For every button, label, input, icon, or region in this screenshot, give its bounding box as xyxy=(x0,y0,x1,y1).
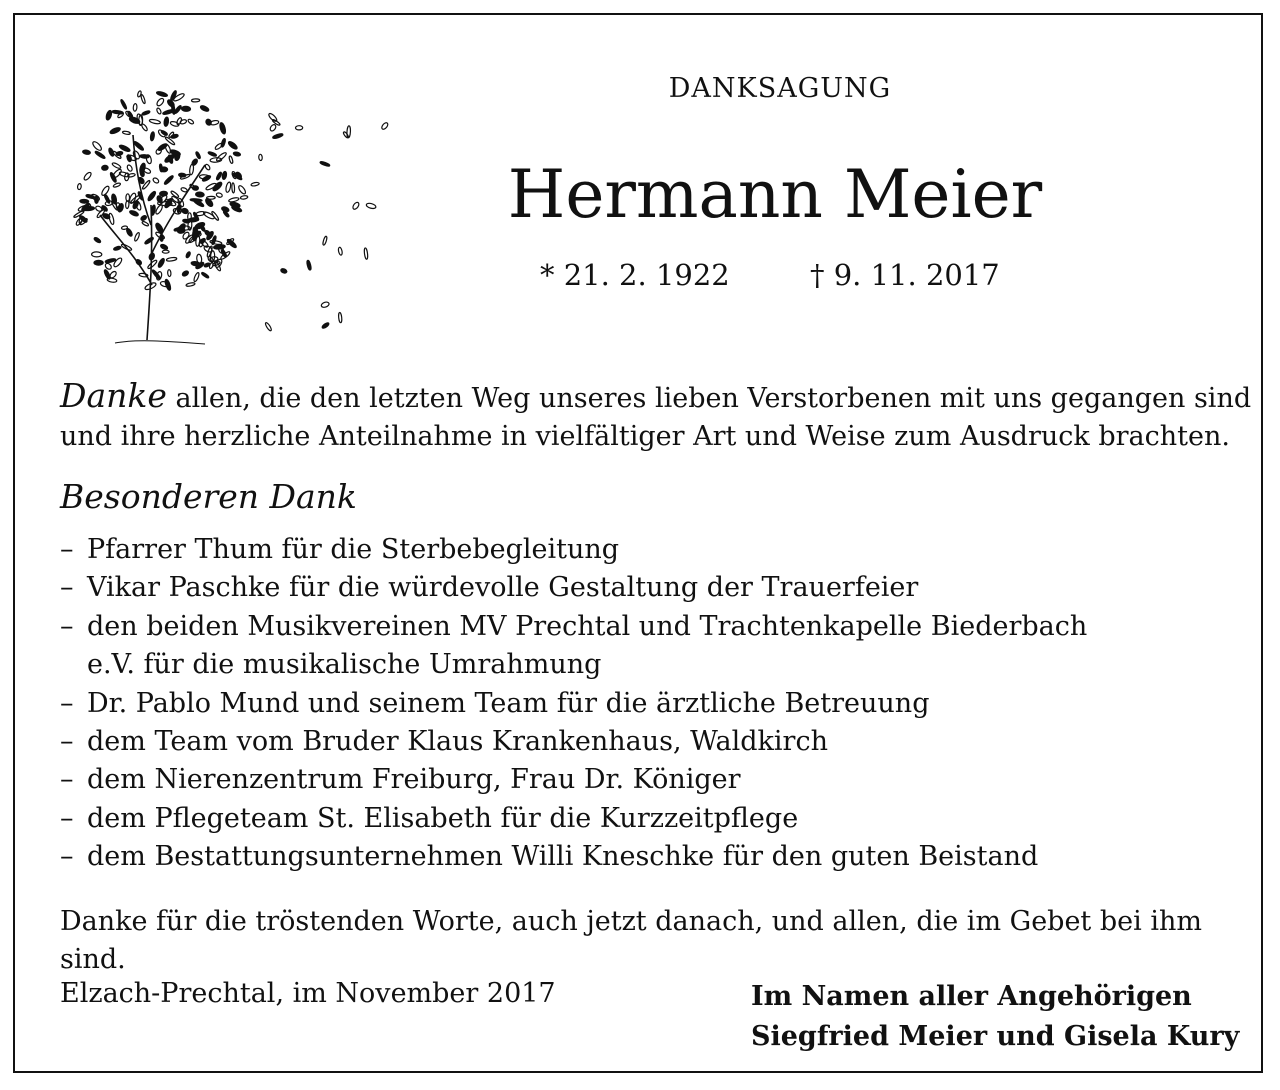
dash-marker: – xyxy=(60,802,74,834)
list-item: – Vikar Paschke für die würdevolle Gestaltung der Trauerfeier xyxy=(60,569,1260,607)
intro-text: allen, die den letzten Weg unseres lieben Verstorbenen mit uns gegangen sind und ihre herzliche Anteilnahme in vielfältiger Art und Weise zum Ausdruck brachten. xyxy=(60,383,1252,452)
dash-marker: – xyxy=(60,687,74,719)
windblown-tree-icon xyxy=(55,55,405,355)
obituary-notice xyxy=(13,13,1263,1073)
intro-lead-word: Danke xyxy=(60,376,167,415)
birth-date: * 21. 2. 1922 xyxy=(540,258,730,292)
intro-paragraph xyxy=(60,377,1260,456)
notice-header: DANKSAGUNG xyxy=(668,73,892,104)
place-date: Elzach-Prechtal, im November 2017 xyxy=(60,978,556,1009)
dash-marker: – xyxy=(60,572,74,604)
list-item: – Dr. Pablo Mund und seinem Team für die ärztliche Betreuung xyxy=(60,685,1260,723)
thanks-list xyxy=(60,531,1260,877)
signature-block xyxy=(751,977,1239,1057)
list-item: – dem Team vom Bruder Klaus Krankenhaus, Waldkirch xyxy=(60,723,1260,761)
closing-paragraph: Danke für die tröstenden Worte, auch jetzt danach, und allen, die im Gebet bei ihm sind. xyxy=(60,906,1202,975)
dash-marker: – xyxy=(60,841,74,873)
list-item: – dem Nierenzentrum Freiburg, Frau Dr. Königer xyxy=(60,761,1260,799)
dash-marker: – xyxy=(60,726,74,758)
dash-marker: – xyxy=(60,764,74,796)
death-date: † 9. 11. 2017 xyxy=(810,258,1000,292)
list-item: – Pfarrer Thum für die Sterbebegleitung xyxy=(60,531,1260,569)
list-item: – den beiden Musikvereinen MV Prechtal und Trachtenkapelle Biederbach e.V. für die musikalische Umrahmung xyxy=(60,608,1260,685)
deceased-name: Hermann Meier xyxy=(507,156,1043,233)
dash-marker: – xyxy=(60,610,74,642)
dash-marker: – xyxy=(60,534,74,565)
list-item: – dem Bestattungsunternehmen Willi Kneschke für den guten Beistand xyxy=(60,838,1260,876)
signature-names: Siegfried Meier und Gisela Kury xyxy=(751,1021,1240,1052)
list-item: – dem Pflegeteam St. Elisabeth für die Kurzzeitpflege xyxy=(60,800,1260,838)
special-thanks-title: Besonderen Dank xyxy=(60,477,357,516)
signature-line: Im Namen aller Angehörigen xyxy=(751,981,1192,1012)
